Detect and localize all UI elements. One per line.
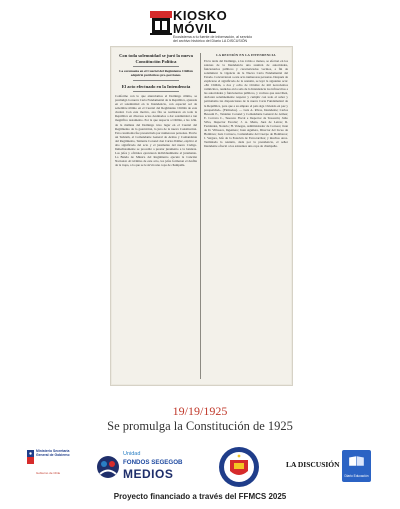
fondos-medios-label: MEDIOS bbox=[123, 467, 174, 481]
clipping-body-left: Conforme con lo que anunciamos el Domingo último, se promulgó la nueva Carta Fundamental de la República, ajustada en el solemnidad en la Intendencia, con especial sol de setiembre último en el Cuartel del Regimiento Chillán de esta ciudad. Con este motivo, esa fila se realizaron en toda la República en diversos actos destinados a dar solemnidad a tan magnífico testamento. Por la que respecta a Chillán, a las 12m. de la mañana del Domingo tuvo lugar en el Cuartel del Regimiento de la guarnición, la jura de la nueva Constitución. Esta ceremonia fue presenciada por numerosas personas. Previo un Tedéum, el Comandante General de Armas y Comandante del Regimiento, Teniente Coronel don Carlos Ibáñez, explicó el alto significado del acto y el juramento del nuevo Código. Inmediatamente se procedió a prestar juramento a la bandera. Los jefes y oficiales ejecutaron individualmente el juramento. La Banda de Música del Regimiento ejecutó la Canción Nacional. Al término de este acto, los jefes formaron el desfile de la tropa, a la que se le sirvió una copa de champaña. bbox=[115, 94, 197, 167]
kiosko-movil-logo[interactable] bbox=[150, 8, 253, 44]
la-discusion-logo[interactable]: LA DISCUSIÓN bbox=[286, 460, 340, 469]
logo-word-movil: MÓVIL bbox=[173, 21, 217, 36]
educacion-logo[interactable] bbox=[342, 450, 371, 482]
fondos-segegob-label: FONDOS SEGEGOB bbox=[123, 459, 183, 466]
ministry-name: Ministerio Secretaría General de Gobierno bbox=[36, 449, 70, 457]
kiosk-icon bbox=[150, 11, 172, 35]
logo-word-kiosko: KIOSKO bbox=[173, 8, 228, 23]
clipping-headline-secondary: El acto efectuado en la Intendencia bbox=[121, 83, 191, 89]
clipping-body-right: En la tarde del Domingo, a las 4 más o menos, se efectuó en los salones de la Intendencia una reunión de autoridades, funcionarios públicos y caracterizados vecinos, a fin de solemnizar la vigencia de la Nueva Carta Fundamental del Estado. Concurrieron a este acto numerosas personas. Después de explicarse el significado de la reunión, se leyó la siguiente acta: «En Chillán, a dos y ocho de Octubre de mil novecientos veinticinco, reunidos en la sala de la Intendencia los infrascritos a las autoridades y funcionarios públicos, y vecinos que suscriben, declaran solemnemente respetar y cumplir con todo el saber y patriotismo las disposiciones de la nueva Carta Fundamental de la República, para que a su amparo el país siga viviendo en paz y prosperidad». (Firmados). — Luis A. Rivas, Intendente; Carlos Besoaín E., Teniente Coronel y Comandante General de Armas; E. Corvera C., Tesorero Fiscal e Inspector de Tesorería; Julio Silva, Inspector Escolar; J. A. Mena, Juez de Letras; R. Fernández, Notario; H. Venegas, Administrador de Correos; Juan de D. Villaseca, Ingeniero; Juan Aguilera, Director del Liceo de Hombres; Luis Carrasco, Comandante del Cuerpo de Bomberos; J. Vergara, Jefe de la Estación de Ferrocarriles; y muchos otros. Terminada la reunión, dada por la presidencia, el señor Intendente ofreció a los asistentes una copa de champaña. bbox=[204, 59, 288, 148]
chillan-municipal-seal[interactable] bbox=[218, 446, 260, 488]
educacion-label: Diario Educación bbox=[344, 474, 369, 479]
clipping-column-left bbox=[115, 53, 197, 167]
newspaper-clipping bbox=[110, 46, 293, 386]
book-icon bbox=[348, 455, 365, 467]
clipping-column-right bbox=[204, 53, 288, 148]
funding-footer: Proyecto financiado a través del FFMCS 2025 bbox=[113, 492, 287, 501]
headline-divider bbox=[133, 91, 179, 92]
chile-flag-icon bbox=[27, 450, 34, 464]
headline-divider bbox=[133, 66, 179, 67]
fondos-segegob-logo[interactable] bbox=[96, 449, 196, 485]
logo-tagline: Ecosistema a tu fuente de información, al servicio del archivo histórico del Diario LA DISCUSIÓN bbox=[173, 35, 253, 44]
clipping-section-head: LA REUNIÓN EN LA INTENDENCIA bbox=[216, 53, 276, 57]
column-divider bbox=[200, 53, 201, 379]
fondos-unidad-label: Unidad bbox=[123, 451, 141, 457]
headline-divider bbox=[133, 80, 179, 81]
sponsor-logos bbox=[0, 446, 400, 488]
ministry-logo[interactable] bbox=[27, 446, 77, 488]
clipping-subhead: La ceremonia en el Cuartel del Regimiento Chillán adquirió patrióticos pro-porciones. bbox=[119, 69, 193, 78]
article-title: Se promulga la Constitución de 1925 bbox=[107, 419, 293, 433]
article-date: 19/19/1925 bbox=[172, 404, 228, 418]
fondos-medios-icon bbox=[96, 455, 120, 479]
ministry-subtitle: Gobierno de Chile bbox=[36, 471, 61, 475]
clipping-headline: Con toda solemnidad se juró la nueva Constitución Política bbox=[119, 53, 193, 64]
